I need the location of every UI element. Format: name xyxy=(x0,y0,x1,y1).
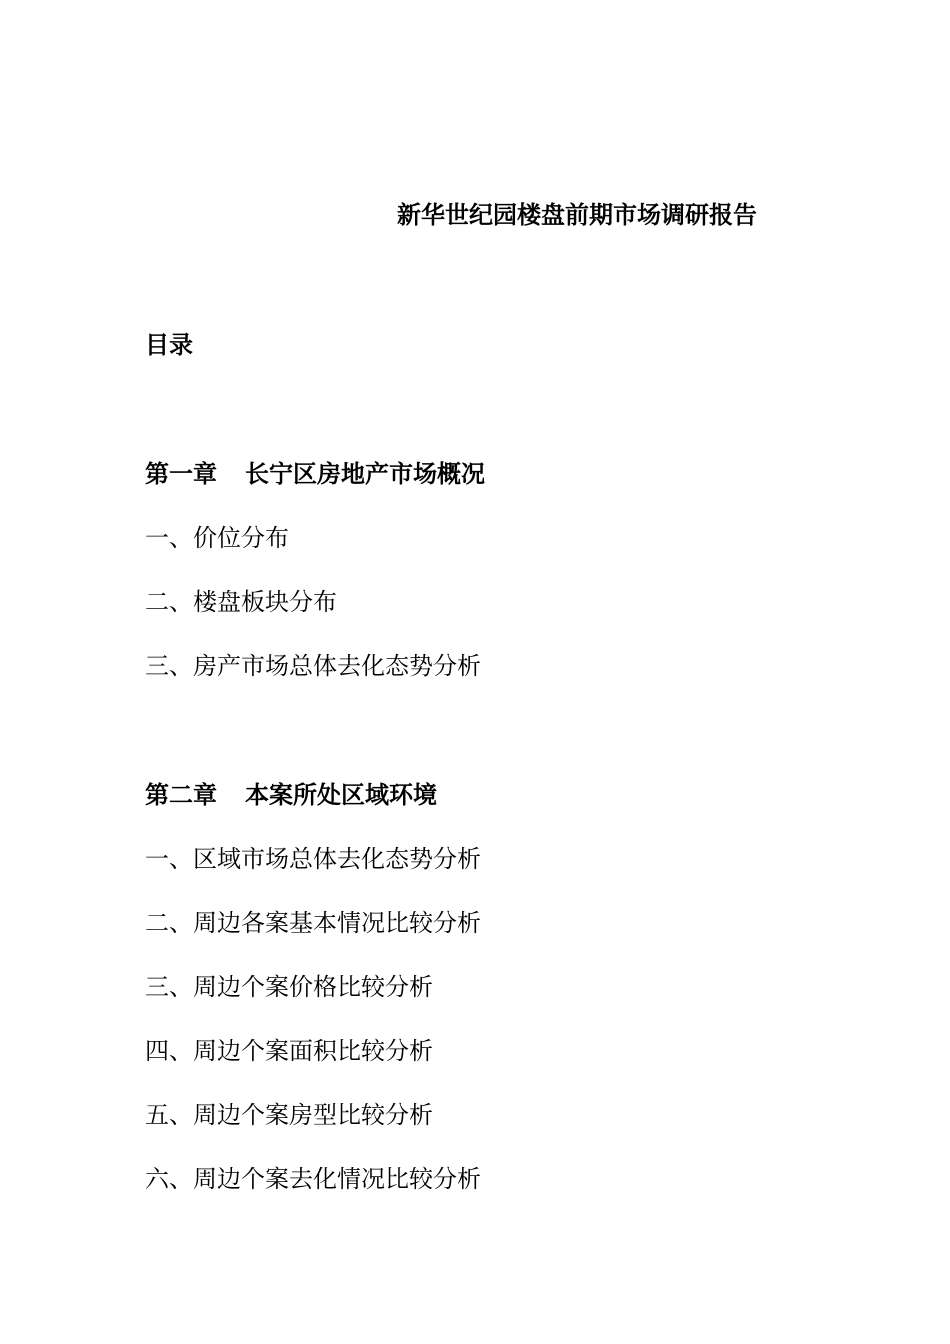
chapter-1-title xyxy=(145,457,485,491)
toc-item: 四、周边个案面积比较分析 xyxy=(145,1037,433,1065)
chapter-2-title xyxy=(145,778,481,812)
toc-item: 六、周边个案去化情况比较分析 xyxy=(145,1165,481,1193)
chapter-1 xyxy=(145,457,485,713)
toc-item: 二、周边各案基本情况比较分析 xyxy=(145,909,481,937)
toc-item: 一、区域市场总体去化态势分析 xyxy=(145,845,481,873)
chapter-2 xyxy=(145,778,481,1226)
toc-item: 三、房产市场总体去化态势分析 xyxy=(145,652,481,680)
toc-item: 五、周边个案房型比较分析 xyxy=(145,1101,433,1129)
chapter-1-number: 第一章 xyxy=(145,459,217,488)
toc-item: 三、周边个案价格比较分析 xyxy=(145,973,433,1001)
chapter-1-name: 长宁区房地产市场概况 xyxy=(245,459,485,488)
chapter-2-name: 本案所处区域环境 xyxy=(245,780,437,809)
document-title: 新华世纪园楼盘前期市场调研报告 xyxy=(397,200,757,229)
chapter-2-number: 第二章 xyxy=(145,780,217,809)
toc-item: 一、价位分布 xyxy=(145,524,289,552)
toc-heading: 目录 xyxy=(145,330,193,359)
toc-item: 二、楼盘板块分布 xyxy=(145,588,337,616)
